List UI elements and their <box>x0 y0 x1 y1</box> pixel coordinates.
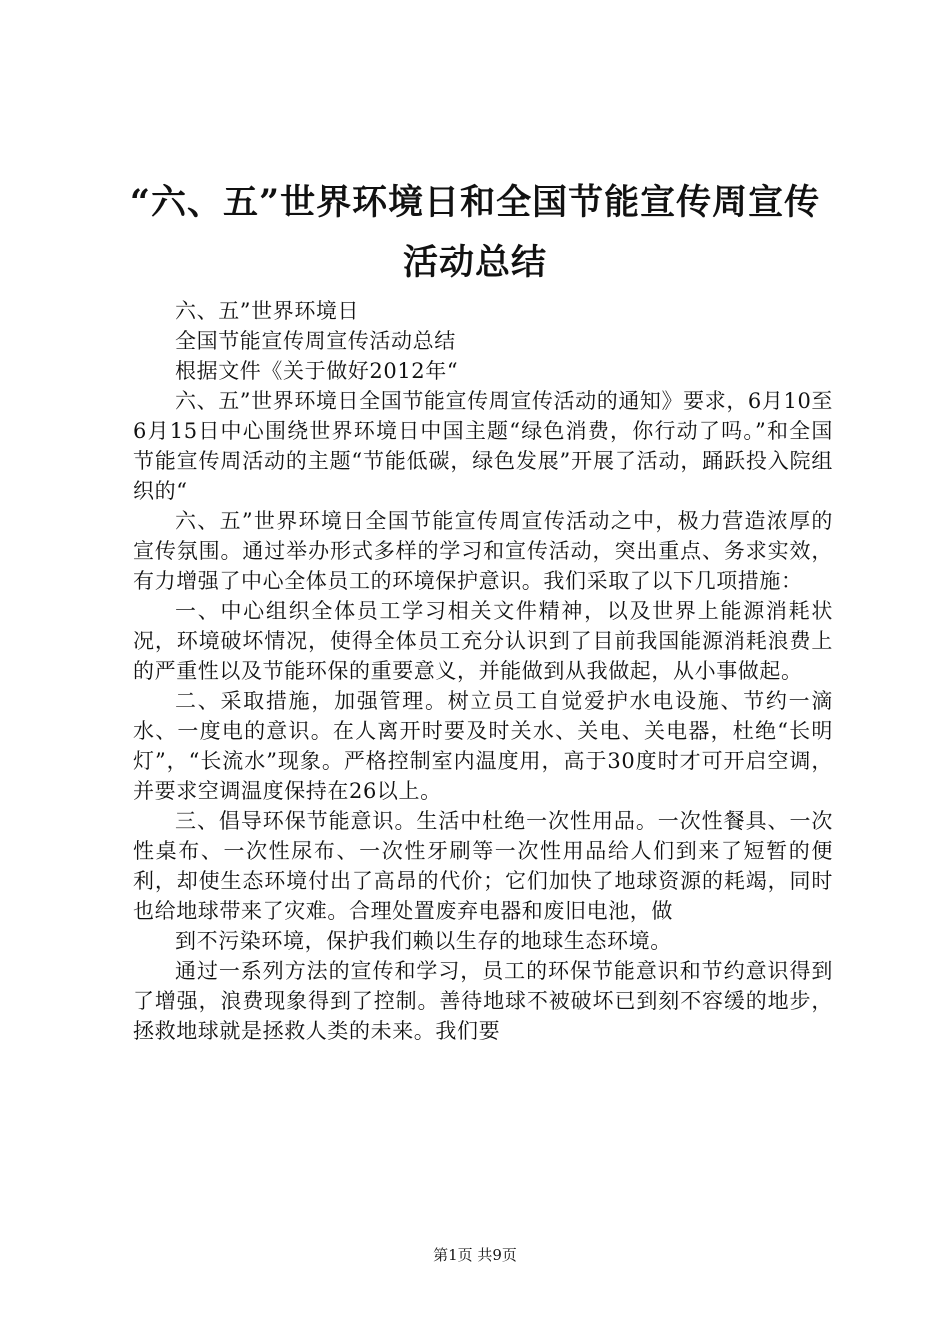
document-body <box>133 296 833 1046</box>
paragraph: 三、倡导环保节能意识。生活中杜绝一次性用品。一次性餐具、一次性桌布、一次性尿布、一次性牙刷等一次性用品给人们到来了短暂的便利，却使生态环境付出了高昂的代价；它们加快了地球资源的耗竭，同时也给地球带来了灾难。合理处置废弃电器和废旧电池，做 <box>133 809 833 923</box>
paragraph: 六、五”世界环境日 <box>175 299 360 323</box>
document-title-line-2: 活动总结 <box>402 242 547 283</box>
paragraph: 一、中心组织全体员工学习相关文件精神，以及世界上能源消耗状况，环境破坏情况，使得全体员工充分认识到了目前我国能源消耗浪费上的严重性以及节能环保的重要意义，并能做到从我做起，从小事做起。 <box>133 599 833 683</box>
paragraph: 通过一系列方法的宣传和学习，员工的环保节能意识和节约意识得到了增强，浪费现象得到了控制。善待地球不被破坏已到刻不容缓的地步，拯救地球就是拯救人类的未来。我们要 <box>133 959 833 1043</box>
paragraph: 到不污染环境，保护我们赖以生存的地球生态环境。 <box>175 929 672 953</box>
paragraph: 二、采取措施，加强管理。树立员工自觉爱护水电设施、节约一滴水、一度电的意识。在人离开时要及时关水、关电、关电器，杜绝“长明灯”，“长流水”现象。严格控制室内温度用，高于30度时才可开启空调，并要求空调温度保持在26以上。 <box>133 689 833 803</box>
document-title-line-1: “六、五”世界环境日和全国节能宣传周宣传 <box>129 182 821 223</box>
paragraph: 根据文件《关于做好2012年“ <box>175 359 459 383</box>
paragraph: 六、五”世界环境日全国节能宣传周宣传活动之中，极力营造浓厚的宣传氛围。通过举办形式多样的学习和宣传活动，突出重点、务求实效，有力增强了中心全体员工的环境保护意识。我们采取了以下几项措施： <box>133 509 833 593</box>
page-footer: 第1页 共9页 <box>433 1246 517 1264</box>
paragraph: 全国节能宣传周宣传活动总结 <box>175 329 456 353</box>
paragraph: 六、五”世界环境日全国节能宣传周宣传活动的通知》要求，6月10至6月15日中心围绕世界环境日中国主题“绿色消费，你行动了吗。”和全国节能宣传周活动的主题“节能低碳，绿色发展”开展了活动，踊跃投入院组织的“ <box>133 389 834 503</box>
